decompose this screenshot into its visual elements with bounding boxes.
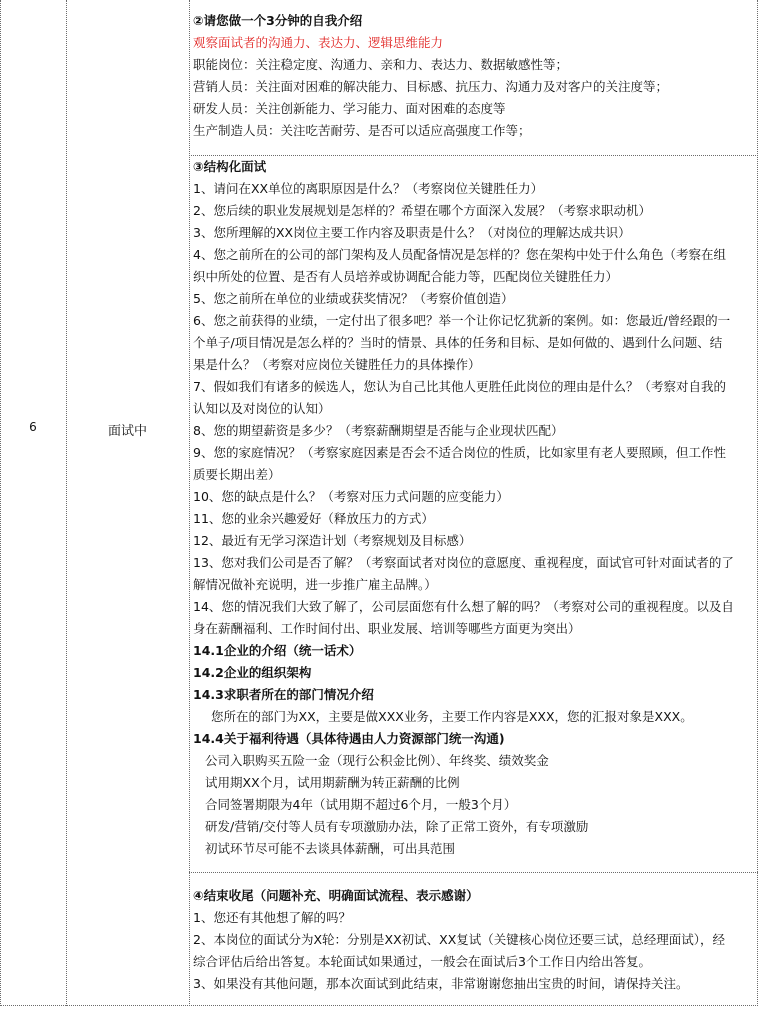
table-border-right xyxy=(757,0,758,1006)
text-line: 1、请问在XX单位的离职原因是什么？（考察岗位关键胜任力） xyxy=(193,181,544,196)
section-title: ④结束收尾（问题补充、明确面试流程、表示感谢） xyxy=(193,888,479,903)
text-line: 果是什么？（考察对应岗位关键胜任力的具体操作） xyxy=(193,357,481,372)
dept-text: 您所在的部门为XX，主要是做XXX业务，主要工作内容是XXX，您的汇报对象是XXX。 xyxy=(211,709,693,724)
welfare-line: 初试环节尽可能不去谈具体薪酬，可出具范围 xyxy=(205,841,456,856)
text-line: 个单子/项目情况是怎么样的？当时的情景、具体的任务和目标、是如何做的、遇到什么问题、结 xyxy=(193,335,723,350)
text-line: 10、您的缺点是什么？（考察对压力式问题的应变能力） xyxy=(193,489,509,504)
row-number: 6 xyxy=(29,420,37,434)
text-line: 职能岗位：关注稳定度、沟通力、亲和力、表达力、数据敏感性等； xyxy=(193,57,569,72)
subheading-14-4: 14.4关于福利待遇（具体待遇由人力资源部门统一沟通) xyxy=(193,731,505,746)
table-border-left xyxy=(0,0,1,1006)
text-line: 5、您之前所在单位的业绩或获奖情况？（考察价值创造） xyxy=(193,291,514,306)
text-line: 13、您对我们公司是否了解？（考察面试者对岗位的意愿度、重视程度，面试官可针对面试者的了 xyxy=(193,555,734,570)
text-line: 7、假如我们有诸多的候选人，您认为自己比其他人更胜任此岗位的理由是什么？（考察对自我的 xyxy=(193,379,726,394)
text-line: 质要长期出差） xyxy=(193,467,281,482)
section-title: ②请您做一个3分钟的自我介绍 xyxy=(193,13,363,28)
welfare-line: 合同签署期限为4年（试用期不超过6个月，一般3个月） xyxy=(205,797,517,812)
text-line: 6、您之前获得的业绩，一定付出了很多吧？举一个让你记忆犹新的案例。如：您最近/曾经跟的一 xyxy=(193,313,731,328)
text-line: 14、您的情况我们大致了解了，公司层面您有什么想了解的吗？（考察对公司的重视程度。以及自 xyxy=(193,599,734,614)
table-divider-2 xyxy=(189,0,190,1006)
text-line: 织中所处的位置、是否有人员培养或协调配合能力等，匹配岗位关键胜任力） xyxy=(193,269,619,284)
welfare-line: 试用期XX个月，试用期薪酬为转正薪酬的比例 xyxy=(205,775,460,790)
welfare-line: 公司入职购买五险一金（现行公积金比例）、年终奖、绩效奖金 xyxy=(205,753,549,768)
text-line: 12、最近有无学习深造计划（考察规划及目标感） xyxy=(193,533,472,548)
section-highlight: 观察面试者的沟通力、表达力、逻辑思维能力 xyxy=(193,35,444,50)
table-divider-1 xyxy=(66,0,67,1006)
section-closing xyxy=(193,885,754,995)
subheading-14-2: 14.2企业的组织架构 xyxy=(193,665,312,680)
table-border-bottom xyxy=(0,1005,758,1006)
section-title: ③结构化面试 xyxy=(193,159,267,174)
section-divider xyxy=(189,872,758,873)
text-line: 1、您还有其他想了解的吗？ xyxy=(193,910,351,925)
welfare-line: 研发/营销/交付等人员有专项激励办法，除了正常工资外，有专项激励 xyxy=(205,819,589,834)
text-line: 8、您的期望薪资是多少？（考察薪酬期望是否能与企业现状匹配） xyxy=(193,423,564,438)
text-line: 11、您的业余兴趣爱好（释放压力的方式） xyxy=(193,511,434,526)
text-line: 认知以及对岗位的认知） xyxy=(193,401,331,416)
text-line: 4、您之前所在的公司的部门架构及人员配备情况是怎样的？您在架构中处于什么角色（考察在组 xyxy=(193,247,726,262)
text-line: 身在薪酬福利、工作时间付出、职业发展、培训等哪些方面更为突出） xyxy=(193,621,581,636)
section-structured-interview xyxy=(193,156,754,860)
section-self-intro xyxy=(193,10,754,142)
text-line: 研发人员：关注创新能力、学习能力、面对困难的态度等 xyxy=(193,101,506,116)
text-line: 解情况做补充说明，进一步推广雇主品牌。） xyxy=(193,577,437,592)
text-line: 综合评估后给出答复。本轮面试如果通过，一般会在面试后3个工作日内给出答复。 xyxy=(193,954,651,969)
text-line: 生产制造人员：关注吃苦耐劳、是否可以适应高强度工作等； xyxy=(193,123,531,138)
subheading-14-3: 14.3求职者所在的部门情况介绍 xyxy=(193,687,374,702)
text-line: 营销人员：关注面对困难的解决能力、目标感、抗压力、沟通力及对客户的关注度等； xyxy=(193,79,669,94)
text-line: 3、如果没有其他问题，那本次面试到此结束，非常谢谢您抽出宝贵的时间，请保持关注。 xyxy=(193,976,689,991)
text-line: 2、本岗位的面试分为X轮：分别是XX初试、XX复试（关键核心岗位还要三试，总经理面试），经 xyxy=(193,932,726,947)
row-stage: 面试中 xyxy=(107,424,147,439)
text-line: 3、您所理解的XX岗位主要工作内容及职责是什么？（对岗位的理解达成共识） xyxy=(193,225,631,240)
text-line: 9、您的家庭情况？（考察家庭因素是否会不适合岗位的性质，比如家里有老人要照顾，但工作性 xyxy=(193,445,726,460)
text-line: 2、您后续的职业发展规划是怎样的？希望在哪个方面深入发展？（考察求职动机） xyxy=(193,203,651,218)
subheading-14-1: 14.1企业的介绍（统一话术） xyxy=(193,643,362,658)
